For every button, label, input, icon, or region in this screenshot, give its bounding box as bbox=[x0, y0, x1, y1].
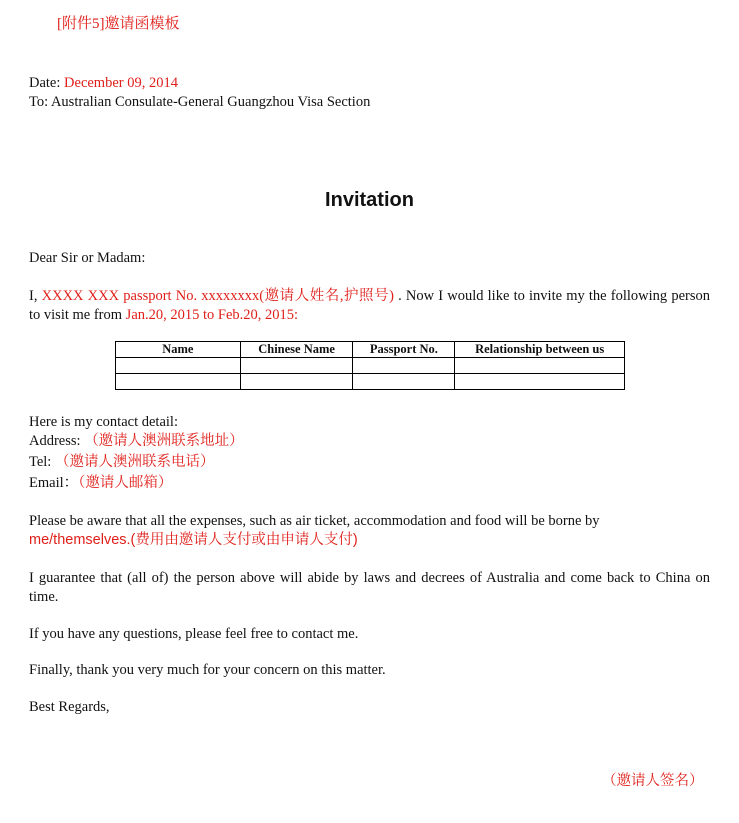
tel-label: Tel: bbox=[29, 454, 55, 470]
address-label: Address: bbox=[29, 433, 85, 449]
table-cell bbox=[353, 358, 455, 374]
date-value: December 09, 2014 bbox=[64, 75, 178, 91]
expenses-text: Please be aware that all the expenses, such as air ticket, accommodation and food will be borne by bbox=[29, 513, 600, 529]
expenses-paragraph bbox=[29, 512, 710, 550]
guarantee-paragraph: I guarantee that (all of) the person above will abide by laws and decrees of Australia and come back to China on time. bbox=[29, 570, 710, 605]
thanks-line: Finally, thank you very much for your concern on this matter. bbox=[29, 662, 386, 678]
contact-heading: Here is my contact detail: bbox=[29, 414, 178, 430]
table-header-chinese-name: Chinese Name bbox=[240, 342, 353, 358]
inviter-details: XXXX XXX passport No. xxxxxxxx(邀请人姓名,护照号) bbox=[41, 288, 394, 304]
table-row bbox=[116, 374, 625, 390]
attachment-label: [附件5]邀请函模板 bbox=[57, 16, 180, 32]
date-line bbox=[29, 74, 178, 93]
intro-middle: . Now I would like to invite my the following person to visit me from bbox=[29, 288, 710, 323]
email-value: （邀请人邮箱） bbox=[78, 475, 173, 491]
invitee-table bbox=[115, 341, 625, 390]
recipient-line: To: Australian Consulate-General Guangzhou Visa Section bbox=[29, 94, 371, 110]
table-cell bbox=[240, 374, 353, 390]
tel-line bbox=[29, 453, 214, 472]
closing-line: Best Regards, bbox=[29, 699, 110, 715]
date-label: Date: bbox=[29, 75, 65, 91]
salutation: Dear Sir or Madam: bbox=[29, 250, 146, 266]
table-header-passport: Passport No. bbox=[353, 342, 455, 358]
visit-dates: Jan.20, 2015 to Feb.20, 2015: bbox=[125, 307, 299, 323]
address-value: （邀请人澳洲联系地址） bbox=[84, 433, 244, 449]
table-cell bbox=[116, 358, 241, 374]
address-line bbox=[29, 432, 244, 451]
email-line bbox=[29, 474, 172, 493]
table-cell bbox=[353, 374, 455, 390]
email-label: Email： bbox=[29, 475, 79, 491]
table-cell bbox=[240, 358, 353, 374]
table-header-relationship: Relationship between us bbox=[455, 342, 625, 358]
table-row bbox=[116, 358, 625, 374]
table-header-row bbox=[116, 342, 625, 358]
expenses-note: me/themselves.(费用由邀请人支付或由申请人支付) bbox=[29, 532, 358, 548]
signature-placeholder: （邀请人签名） bbox=[602, 773, 704, 789]
questions-line: If you have any questions, please feel free to contact me. bbox=[29, 626, 359, 642]
intro-paragraph bbox=[29, 287, 710, 325]
table-header-name: Name bbox=[116, 342, 241, 358]
table-cell bbox=[455, 358, 625, 374]
table-cell bbox=[116, 374, 241, 390]
intro-prefix: I, bbox=[29, 288, 42, 304]
table-cell bbox=[455, 374, 625, 390]
tel-value: （邀请人澳洲联系电话） bbox=[54, 454, 215, 470]
document-title: Invitation bbox=[325, 189, 414, 211]
